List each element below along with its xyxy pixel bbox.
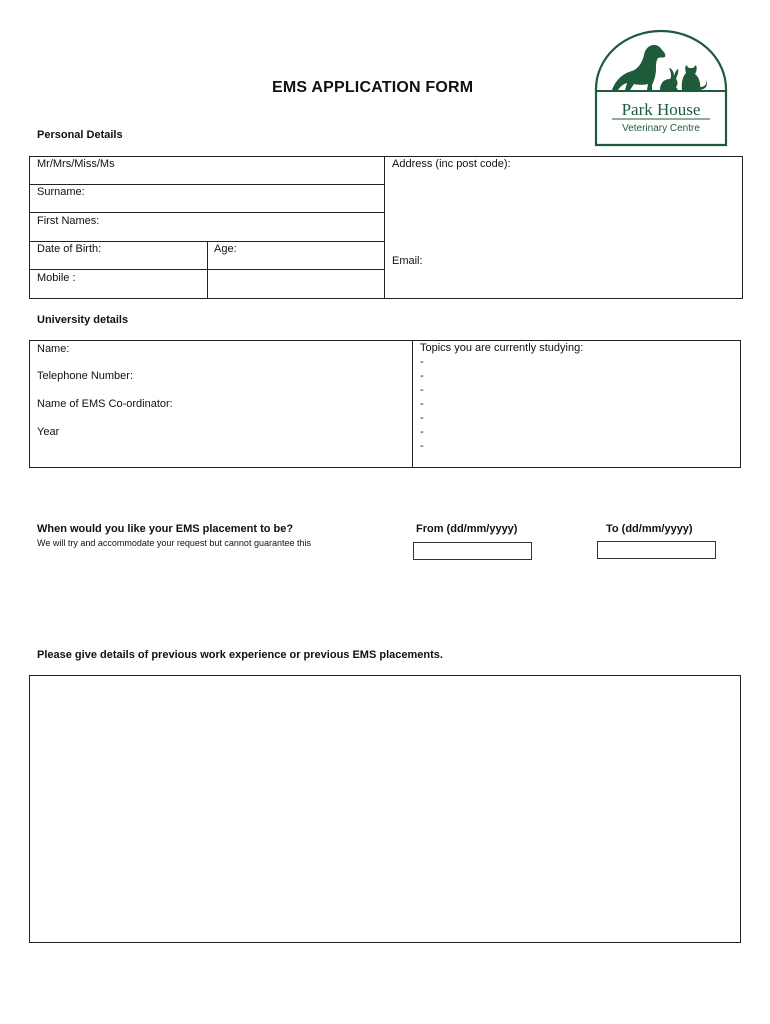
to-date-input[interactable] bbox=[597, 541, 716, 559]
surname-field[interactable]: Surname: bbox=[37, 186, 85, 198]
to-date-label: To (dd/mm/yyyy) bbox=[606, 523, 693, 535]
logo-subtitle: Veterinary Centre bbox=[622, 123, 700, 134]
personal-details-heading: Personal Details bbox=[37, 129, 123, 141]
mobile-extra-field[interactable] bbox=[208, 270, 384, 298]
topic-bullet: - bbox=[420, 370, 424, 382]
university-name-field[interactable]: Name: bbox=[37, 343, 70, 355]
rabbit-icon bbox=[660, 68, 678, 90]
personal-details-table bbox=[29, 156, 743, 299]
ems-coordinator-field[interactable]: Name of EMS Co-ordinator: bbox=[37, 398, 173, 410]
topic-bullet: - bbox=[420, 356, 424, 368]
address-field[interactable]: Address (inc post code): bbox=[392, 158, 511, 170]
email-field[interactable]: Email: bbox=[392, 255, 423, 267]
placement-note: We will try and accommodate your request but cannot guarantee this bbox=[37, 538, 311, 548]
topic-bullet: - bbox=[420, 426, 424, 438]
park-house-logo bbox=[594, 27, 728, 147]
from-date-label: From (dd/mm/yyyy) bbox=[416, 523, 518, 535]
logo-name: Park House bbox=[621, 100, 701, 119]
mobile-field[interactable]: Mobile : bbox=[37, 272, 76, 284]
experience-textarea[interactable] bbox=[29, 675, 741, 943]
topic-bullet: - bbox=[420, 412, 424, 424]
dog-icon bbox=[612, 45, 665, 90]
table-divider bbox=[412, 340, 413, 468]
from-date-input[interactable] bbox=[413, 542, 532, 560]
university-details-heading: University details bbox=[37, 314, 129, 326]
topics-list[interactable] bbox=[420, 355, 424, 453]
topic-bullet: - bbox=[420, 384, 424, 396]
date-of-birth-field[interactable]: Date of Birth: bbox=[37, 243, 102, 255]
topics-label: Topics you are currently studying: bbox=[420, 342, 584, 354]
placement-question: When would you like your EMS placement to be? bbox=[37, 523, 294, 535]
topic-bullet: - bbox=[420, 440, 424, 452]
title-field[interactable]: Mr/Mrs/Miss/Ms bbox=[37, 158, 115, 170]
year-field[interactable]: Year bbox=[37, 426, 60, 438]
first-names-field[interactable]: First Names: bbox=[37, 215, 100, 227]
table-divider bbox=[384, 156, 385, 299]
cat-icon bbox=[682, 65, 707, 90]
row-divider bbox=[29, 212, 385, 213]
park-house-logo-graphic bbox=[594, 27, 728, 147]
age-field[interactable]: Age: bbox=[214, 243, 237, 255]
page-title: EMS APPLICATION FORM bbox=[272, 79, 474, 96]
telephone-field[interactable]: Telephone Number: bbox=[37, 370, 134, 382]
row-divider bbox=[29, 184, 385, 185]
experience-question: Please give details of previous work experience or previous EMS placements. bbox=[37, 649, 443, 661]
topic-bullet: - bbox=[420, 398, 424, 410]
